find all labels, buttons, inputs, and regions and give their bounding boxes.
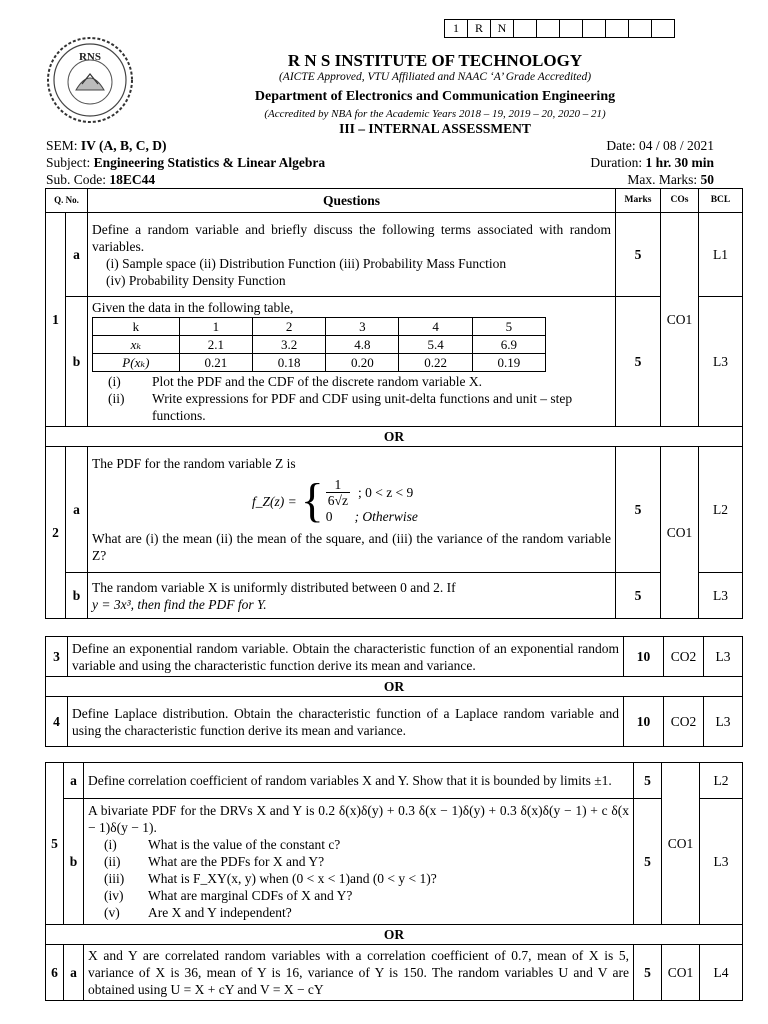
bcl-cell: L2 [699, 447, 743, 573]
question-5b: A bivariate PDF for the DRVs X and Y is 0.2 δ(x)δ(y) + 0.3 δ(x − 1)δ(y) + 0.3 δ(x)δ(y − 1) + c δ(x − 1)δ(y − 1). (i) What is the value of the constant c? (ii) What are the PDFs for X and Y? (iii) What is F_XY(x, y) when (0 < x < 1)and (0 < y < 1)? (iv) What are marginal CDFs of X and Y? (v) Are X and Y independent? [84, 799, 634, 925]
question-1a: Define a random variable and briefly discuss the following terms associated with random variables. (i) Sample space (ii) Distribution Function (iii) Probability Mass Function (iv) Probability Density Function [88, 213, 616, 297]
co-cell: CO1 [661, 213, 699, 427]
question-4: Define Laplace distribution. Obtain the characteristic function of a Laplace random variable and using the characteristic function derive its mean and variance. [68, 697, 624, 747]
question-2a: The PDF for the random variable Z is f_Z(z) = { 1 6√z ; 0 < z < 9 0 ; Otherwise What are (i) the mean (ii) the mean of the square, and (iii) the variance of the random variable Z? [88, 447, 616, 573]
marks-header: Marks [616, 189, 661, 213]
exam-title: III – INTERNAL ASSESSMENT [339, 121, 531, 136]
bcl-cell: L1 [699, 213, 743, 297]
co-cell: CO1 [662, 763, 700, 925]
usn-box [537, 20, 560, 38]
subpart-label: a [64, 763, 84, 799]
or-divider: OR [46, 925, 743, 945]
marks-cell: 10 [624, 697, 664, 747]
usn-box: 1 [445, 20, 468, 38]
question-table-2 [45, 636, 743, 747]
usn-box [606, 20, 629, 38]
duration-line: Duration: 1 hr. 30 min [590, 155, 714, 170]
marks-cell: 5 [634, 799, 662, 925]
subpart-label: b [66, 573, 88, 619]
max-marks-line: Max. Marks: 50 [627, 172, 714, 187]
subject-line: Subject: Engineering Statistics & Linear Algebra [46, 155, 326, 170]
institute-name: R N S INSTITUTE OF TECHNOLOGY [287, 51, 583, 70]
question-3: Define an exponential random variable. Obtain the characteristic function of an exponential random variable and using the characteristic function derive its mean and variance. [68, 637, 624, 677]
marks-cell: 5 [616, 447, 661, 573]
bcl-cell: L3 [700, 799, 743, 925]
bcl-cell: L4 [700, 945, 743, 1001]
subpart-label: b [64, 799, 84, 925]
subpart-label: a [66, 447, 88, 573]
marks-cell: 5 [634, 763, 662, 799]
marks-cell: 10 [624, 637, 664, 677]
usn-boxes [444, 19, 675, 38]
usn-box: N [491, 20, 514, 38]
question-1b: Given the data in the following table, k 1 2 3 4 5 xₖ 2.1 3.2 4.8 5.4 6.9 P(xₖ) 0.21 0.18 0.20 0.22 0.19 (i) Plot the PDF and the CDF of the discrete random variable X. (ii) Write expressions for PDF and CDF using unit-delta functions and unit – step functions. [88, 297, 616, 427]
qno-header: Q. No. [46, 189, 88, 213]
question-number: 2 [46, 447, 66, 619]
question-6a: X and Y are correlated random variables with a correlation coefficient of 0.7, mean of X is 5, variance of X is 36, mean of Y is 16, variance of Y is 150. The random variables U and V are obtained using U = X + cY and V = X − cY [84, 945, 634, 1001]
or-divider: OR [46, 677, 743, 697]
pdf-formula: f_Z(z) = { 1 6√z ; 0 < z < 9 0 ; Otherwise [252, 474, 418, 527]
bcl-cell: L3 [704, 697, 743, 747]
questions-header: Questions [88, 189, 616, 213]
subpart-label: b [66, 297, 88, 427]
bcl-cell: L3 [704, 637, 743, 677]
co-cell: CO2 [664, 697, 704, 747]
question-number: 6 [46, 945, 64, 1001]
department-name: Department of Electronics and Communication Engineering [254, 89, 616, 104]
usn-box [629, 20, 652, 38]
question-number: 5 [46, 763, 64, 925]
question-5a: Define correlation coefficient of random variables X and Y. Show that it is bounded by limits ±1. [84, 763, 634, 799]
question-number: 3 [46, 637, 68, 677]
data-table: k 1 2 3 4 5 xₖ 2.1 3.2 4.8 5.4 6.9 P(xₖ) 0.21 0.18 0.20 0.22 0.19 [92, 317, 546, 372]
approval-line: (AICTE Approved, VTU Affiliated and NAAC ‘A’ Grade Accredited) [278, 71, 592, 83]
usn-box [560, 20, 583, 38]
subcode-line: Sub. Code: 18EC44 [46, 172, 156, 187]
institute-logo-icon [46, 36, 134, 124]
cos-header: COs [661, 189, 699, 213]
question-number: 1 [46, 213, 66, 427]
marks-cell: 5 [616, 573, 661, 619]
marks-cell: 5 [616, 297, 661, 427]
co-cell: CO2 [664, 637, 704, 677]
question-number: 4 [46, 697, 68, 747]
marks-cell: 5 [616, 213, 661, 297]
usn-box [652, 20, 675, 38]
subpart-label: a [64, 945, 84, 1001]
subpart-label: a [66, 213, 88, 297]
bcl-cell: L2 [700, 763, 743, 799]
marks-cell: 5 [634, 945, 662, 1001]
question-table-3 [45, 762, 743, 1001]
bcl-header: BCL [699, 189, 743, 213]
question-table-1 [45, 188, 743, 619]
question-2b: The random variable X is uniformly distributed between 0 and 2. If y = 3x³, then find the PDF for Y. [88, 573, 616, 619]
bcl-cell: L3 [699, 297, 743, 427]
co-cell: CO1 [662, 945, 700, 1001]
date-line: Date: 04 / 08 / 2021 [606, 138, 714, 153]
sem-line: SEM: IV (A, B, C, D) [46, 138, 167, 153]
logo-text: RNS [78, 51, 102, 63]
co-cell: CO1 [661, 447, 699, 619]
usn-box [583, 20, 606, 38]
or-divider: OR [46, 427, 743, 447]
usn-box: R [468, 20, 491, 38]
usn-box [514, 20, 537, 38]
bcl-cell: L3 [699, 573, 743, 619]
nba-line: (Accredited by NBA for the Academic Years 2018 – 19, 2019 – 20, 2020 – 21) [264, 108, 606, 120]
